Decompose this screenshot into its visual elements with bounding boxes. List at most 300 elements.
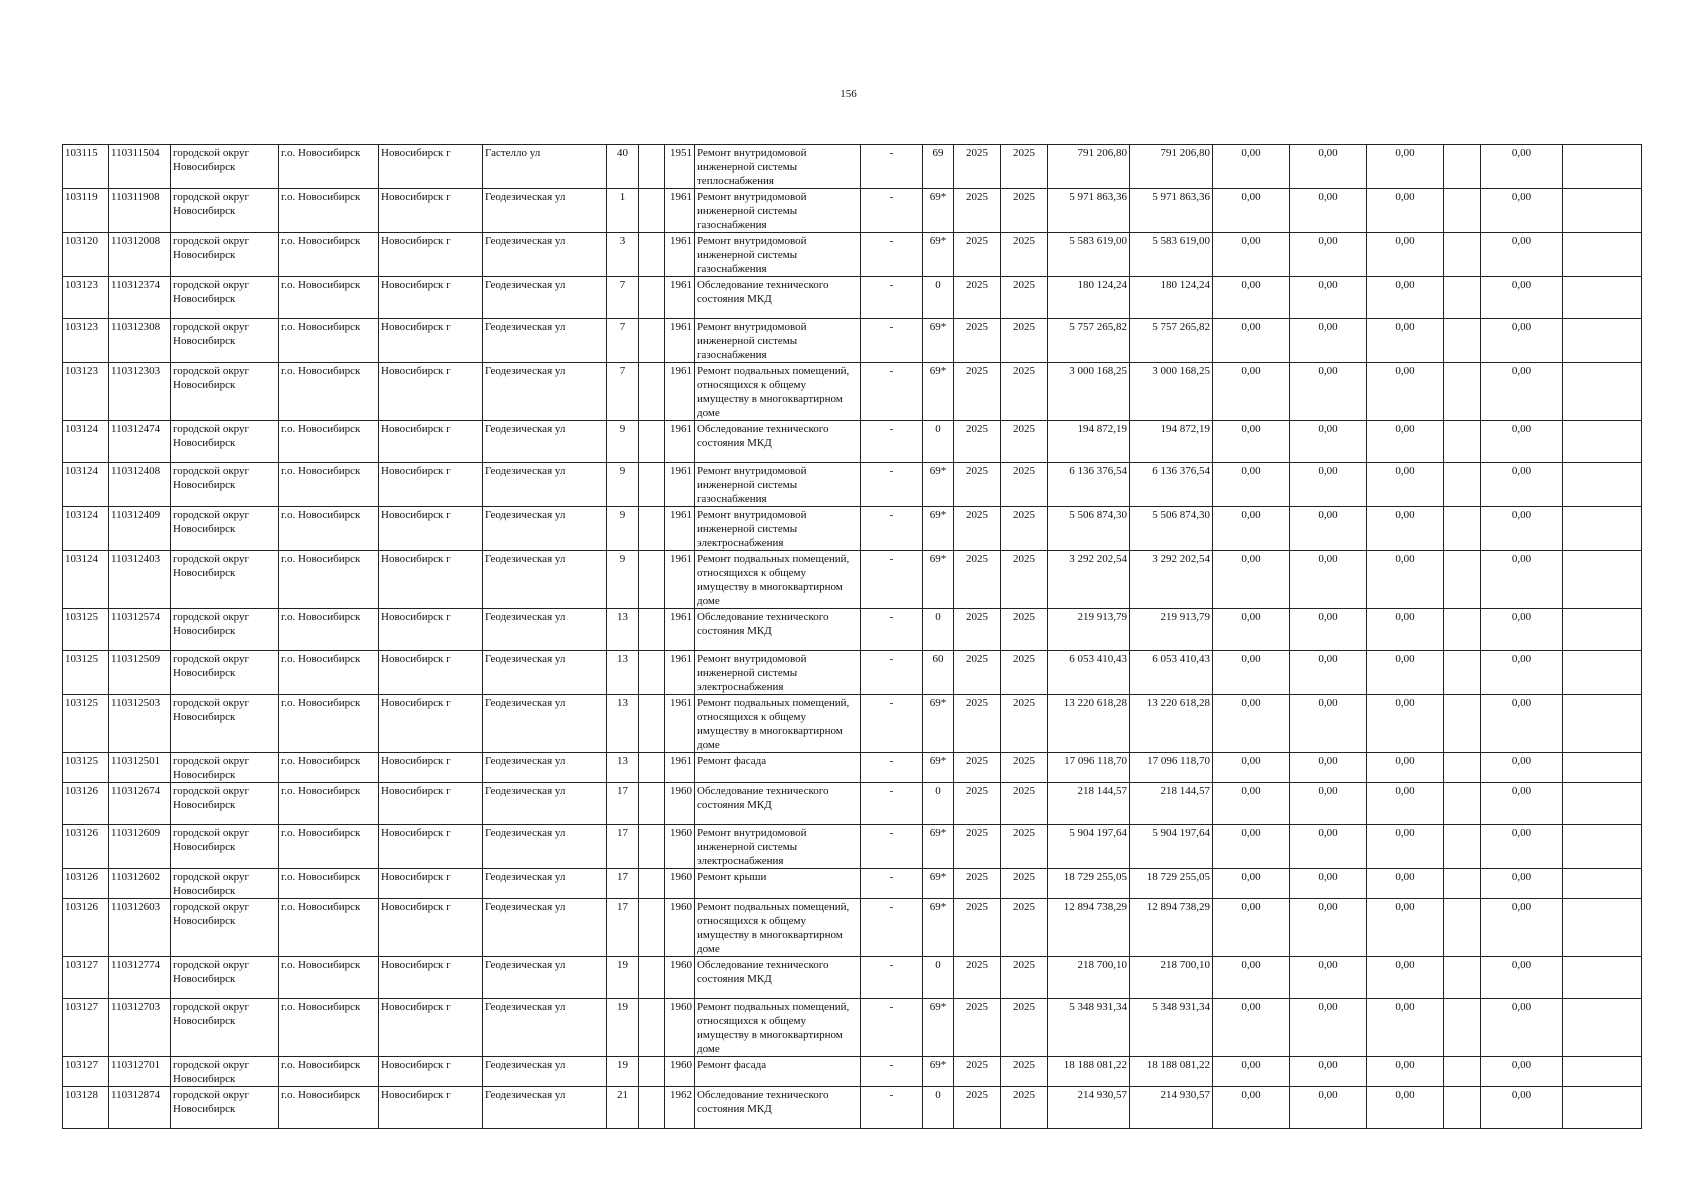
empty-cell — [1444, 651, 1481, 695]
municipality-cell: г.о. Новосибирск — [279, 507, 379, 551]
build-year-cell: 1960 — [665, 825, 695, 869]
district-cell: городской округ Новосибирск — [171, 1087, 279, 1129]
fund-cost-cell: 5 757 265,82 — [1130, 319, 1213, 363]
house-number-cell: 9 — [607, 507, 639, 551]
amount-cell-2: 0,00 — [1290, 319, 1367, 363]
municipality-cell: г.о. Новосибирск — [279, 695, 379, 753]
extra-cell — [639, 999, 665, 1057]
amount-cell-1: 0,00 — [1213, 869, 1290, 899]
amount-cell-2: 0,00 — [1290, 753, 1367, 783]
house-number-cell: 7 — [607, 363, 639, 421]
district-cell: городской округ Новосибирск — [171, 957, 279, 999]
rate-cell: 69* — [923, 825, 954, 869]
amount-cell-3: 0,00 — [1367, 651, 1444, 695]
last-cell — [1563, 463, 1642, 507]
house-number-cell: 7 — [607, 277, 639, 319]
table-row — [63, 551, 1642, 609]
fund-cost-cell: 13 220 618,28 — [1130, 695, 1213, 753]
start-year-cell: 2025 — [954, 753, 1001, 783]
empty-cell — [1444, 1057, 1481, 1087]
work-type-cell: Ремонт внутридомовой инженерной системы газоснабжения — [695, 189, 861, 233]
fund-cost-cell: 17 096 118,70 — [1130, 753, 1213, 783]
total-cost-cell: 5 757 265,82 — [1048, 319, 1130, 363]
municipality-cell: г.о. Новосибирск — [279, 753, 379, 783]
amount-cell-2: 0,00 — [1290, 363, 1367, 421]
total-cost-cell: 5 506 874,30 — [1048, 507, 1130, 551]
street-cell: Геодезическая ул — [483, 421, 607, 463]
last-cell — [1563, 695, 1642, 753]
row-id-cell: 103126 — [63, 899, 109, 957]
table-row — [63, 999, 1642, 1057]
table-row — [63, 869, 1642, 899]
total-cost-cell: 6 136 376,54 — [1048, 463, 1130, 507]
row-code-cell: 110312603 — [109, 899, 171, 957]
house-number-cell: 19 — [607, 957, 639, 999]
table-row — [63, 233, 1642, 277]
amount-cell-3: 0,00 — [1367, 695, 1444, 753]
amount-cell-4: 0,00 — [1481, 869, 1563, 899]
row-code-cell: 110312308 — [109, 319, 171, 363]
amount-cell-1: 0,00 — [1213, 609, 1290, 651]
start-year-cell: 2025 — [954, 609, 1001, 651]
amount-cell-4: 0,00 — [1481, 363, 1563, 421]
settlement-cell: Новосибирск г — [379, 695, 483, 753]
capital-repair-table — [62, 144, 1642, 1129]
district-cell: городской округ Новосибирск — [171, 507, 279, 551]
row-id-cell: 103124 — [63, 507, 109, 551]
amount-cell-1: 0,00 — [1213, 363, 1290, 421]
row-id-cell: 103126 — [63, 825, 109, 869]
dash-cell: - — [861, 753, 923, 783]
row-id-cell: 103115 — [63, 145, 109, 189]
settlement-cell: Новосибирск г — [379, 651, 483, 695]
work-type-cell: Обследование технического состояния МКД — [695, 1087, 861, 1129]
amount-cell-3: 0,00 — [1367, 233, 1444, 277]
amount-cell-4: 0,00 — [1481, 233, 1563, 277]
amount-cell-3: 0,00 — [1367, 1087, 1444, 1129]
amount-cell-3: 0,00 — [1367, 507, 1444, 551]
work-type-cell: Обследование технического состояния МКД — [695, 609, 861, 651]
extra-cell — [639, 551, 665, 609]
amount-cell-4: 0,00 — [1481, 753, 1563, 783]
start-year-cell: 2025 — [954, 145, 1001, 189]
empty-cell — [1444, 899, 1481, 957]
municipality-cell: г.о. Новосибирск — [279, 651, 379, 695]
work-type-cell: Ремонт подвальных помещений, относящихся к общему имуществу в многоквартирном доме — [695, 695, 861, 753]
work-type-cell: Ремонт подвальных помещений, относящихся к общему имуществу в многоквартирном доме — [695, 999, 861, 1057]
dash-cell: - — [861, 463, 923, 507]
start-year-cell: 2025 — [954, 957, 1001, 999]
extra-cell — [639, 319, 665, 363]
total-cost-cell: 18 188 081,22 — [1048, 1057, 1130, 1087]
row-code-cell: 110312008 — [109, 233, 171, 277]
start-year-cell: 2025 — [954, 277, 1001, 319]
rate-cell: 69* — [923, 999, 954, 1057]
amount-cell-2: 0,00 — [1290, 1057, 1367, 1087]
amount-cell-3: 0,00 — [1367, 421, 1444, 463]
municipality-cell: г.о. Новосибирск — [279, 277, 379, 319]
rate-cell: 0 — [923, 609, 954, 651]
municipality-cell: г.о. Новосибирск — [279, 145, 379, 189]
fund-cost-cell: 218 700,10 — [1130, 957, 1213, 999]
amount-cell-2: 0,00 — [1290, 189, 1367, 233]
fund-cost-cell: 3 000 168,25 — [1130, 363, 1213, 421]
fund-cost-cell: 5 583 619,00 — [1130, 233, 1213, 277]
dash-cell: - — [861, 825, 923, 869]
end-year-cell: 2025 — [1001, 1087, 1048, 1129]
amount-cell-1: 0,00 — [1213, 421, 1290, 463]
settlement-cell: Новосибирск г — [379, 319, 483, 363]
amount-cell-2: 0,00 — [1290, 551, 1367, 609]
build-year-cell: 1960 — [665, 957, 695, 999]
street-cell: Геодезическая ул — [483, 463, 607, 507]
row-id-cell: 103124 — [63, 421, 109, 463]
settlement-cell: Новосибирск г — [379, 551, 483, 609]
fund-cost-cell: 5 348 931,34 — [1130, 999, 1213, 1057]
row-id-cell: 103125 — [63, 651, 109, 695]
rate-cell: 0 — [923, 957, 954, 999]
last-cell — [1563, 277, 1642, 319]
amount-cell-1: 0,00 — [1213, 651, 1290, 695]
start-year-cell: 2025 — [954, 1087, 1001, 1129]
page-number: 156 — [840, 88, 857, 100]
start-year-cell: 2025 — [954, 869, 1001, 899]
extra-cell — [639, 189, 665, 233]
street-cell: Геодезическая ул — [483, 753, 607, 783]
rate-cell: 69* — [923, 463, 954, 507]
district-cell: городской округ Новосибирск — [171, 695, 279, 753]
extra-cell — [639, 507, 665, 551]
total-cost-cell: 791 206,80 — [1048, 145, 1130, 189]
amount-cell-3: 0,00 — [1367, 869, 1444, 899]
amount-cell-2: 0,00 — [1290, 695, 1367, 753]
amount-cell-4: 0,00 — [1481, 999, 1563, 1057]
dash-cell: - — [861, 1057, 923, 1087]
rate-cell: 69* — [923, 233, 954, 277]
row-id-cell: 103123 — [63, 319, 109, 363]
work-type-cell: Ремонт крыши — [695, 869, 861, 899]
house-number-cell: 17 — [607, 869, 639, 899]
row-id-cell: 103123 — [63, 363, 109, 421]
row-id-cell: 103127 — [63, 957, 109, 999]
work-type-cell: Ремонт внутридомовой инженерной системы электроснабжения — [695, 825, 861, 869]
table-row — [63, 1087, 1642, 1129]
rate-cell: 69* — [923, 363, 954, 421]
extra-cell — [639, 463, 665, 507]
district-cell: городской округ Новосибирск — [171, 189, 279, 233]
table-row — [63, 651, 1642, 695]
last-cell — [1563, 609, 1642, 651]
dash-cell: - — [861, 957, 923, 999]
amount-cell-3: 0,00 — [1367, 825, 1444, 869]
start-year-cell: 2025 — [954, 551, 1001, 609]
house-number-cell: 9 — [607, 551, 639, 609]
row-code-cell: 110312409 — [109, 507, 171, 551]
total-cost-cell: 5 583 619,00 — [1048, 233, 1130, 277]
last-cell — [1563, 651, 1642, 695]
table-row — [63, 783, 1642, 825]
fund-cost-cell: 5 971 863,36 — [1130, 189, 1213, 233]
end-year-cell: 2025 — [1001, 551, 1048, 609]
table-row — [63, 753, 1642, 783]
street-cell: Геодезическая ул — [483, 783, 607, 825]
settlement-cell: Новосибирск г — [379, 783, 483, 825]
build-year-cell: 1961 — [665, 233, 695, 277]
total-cost-cell: 3 000 168,25 — [1048, 363, 1130, 421]
build-year-cell: 1960 — [665, 869, 695, 899]
district-cell: городской округ Новосибирск — [171, 1057, 279, 1087]
end-year-cell: 2025 — [1001, 277, 1048, 319]
total-cost-cell: 219 913,79 — [1048, 609, 1130, 651]
amount-cell-4: 0,00 — [1481, 695, 1563, 753]
table-row — [63, 145, 1642, 189]
last-cell — [1563, 825, 1642, 869]
amount-cell-2: 0,00 — [1290, 999, 1367, 1057]
fund-cost-cell: 6 053 410,43 — [1130, 651, 1213, 695]
amount-cell-1: 0,00 — [1213, 507, 1290, 551]
rate-cell: 69 — [923, 145, 954, 189]
rate-cell: 69* — [923, 189, 954, 233]
amount-cell-1: 0,00 — [1213, 145, 1290, 189]
district-cell: городской округ Новосибирск — [171, 233, 279, 277]
amount-cell-1: 0,00 — [1213, 463, 1290, 507]
amount-cell-1: 0,00 — [1213, 319, 1290, 363]
last-cell — [1563, 551, 1642, 609]
rate-cell: 69* — [923, 1057, 954, 1087]
dash-cell: - — [861, 899, 923, 957]
end-year-cell: 2025 — [1001, 463, 1048, 507]
table-row — [63, 609, 1642, 651]
dash-cell: - — [861, 609, 923, 651]
row-id-cell: 103127 — [63, 1057, 109, 1087]
start-year-cell: 2025 — [954, 783, 1001, 825]
row-id-cell: 103126 — [63, 783, 109, 825]
district-cell: городской округ Новосибирск — [171, 609, 279, 651]
amount-cell-1: 0,00 — [1213, 825, 1290, 869]
start-year-cell: 2025 — [954, 463, 1001, 507]
row-code-cell: 110312874 — [109, 1087, 171, 1129]
work-type-cell: Обследование технического состояния МКД — [695, 421, 861, 463]
house-number-cell: 1 — [607, 189, 639, 233]
amount-cell-2: 0,00 — [1290, 277, 1367, 319]
street-cell: Геодезическая ул — [483, 999, 607, 1057]
start-year-cell: 2025 — [954, 825, 1001, 869]
amount-cell-1: 0,00 — [1213, 753, 1290, 783]
extra-cell — [639, 609, 665, 651]
amount-cell-4: 0,00 — [1481, 609, 1563, 651]
dash-cell: - — [861, 189, 923, 233]
district-cell: городской округ Новосибирск — [171, 899, 279, 957]
amount-cell-1: 0,00 — [1213, 233, 1290, 277]
fund-cost-cell: 214 930,57 — [1130, 1087, 1213, 1129]
row-id-cell: 103125 — [63, 753, 109, 783]
work-type-cell: Ремонт внутридомовой инженерной системы газоснабжения — [695, 233, 861, 277]
work-type-cell: Ремонт фасада — [695, 1057, 861, 1087]
municipality-cell: г.о. Новосибирск — [279, 551, 379, 609]
amount-cell-4: 0,00 — [1481, 957, 1563, 999]
build-year-cell: 1961 — [665, 651, 695, 695]
work-type-cell: Ремонт внутридомовой инженерной системы газоснабжения — [695, 319, 861, 363]
extra-cell — [639, 651, 665, 695]
table-row — [63, 1057, 1642, 1087]
total-cost-cell: 218 700,10 — [1048, 957, 1130, 999]
municipality-cell: г.о. Новосибирск — [279, 233, 379, 277]
rate-cell: 69* — [923, 869, 954, 899]
extra-cell — [639, 753, 665, 783]
amount-cell-3: 0,00 — [1367, 319, 1444, 363]
row-code-cell: 110312503 — [109, 695, 171, 753]
dash-cell: - — [861, 319, 923, 363]
municipality-cell: г.о. Новосибирск — [279, 463, 379, 507]
fund-cost-cell: 194 872,19 — [1130, 421, 1213, 463]
total-cost-cell: 194 872,19 — [1048, 421, 1130, 463]
amount-cell-1: 0,00 — [1213, 1057, 1290, 1087]
last-cell — [1563, 319, 1642, 363]
row-code-cell: 110311908 — [109, 189, 171, 233]
house-number-cell: 40 — [607, 145, 639, 189]
last-cell — [1563, 363, 1642, 421]
total-cost-cell: 5 971 863,36 — [1048, 189, 1130, 233]
build-year-cell: 1951 — [665, 145, 695, 189]
district-cell: городской округ Новосибирск — [171, 999, 279, 1057]
dash-cell: - — [861, 145, 923, 189]
amount-cell-3: 0,00 — [1367, 1057, 1444, 1087]
settlement-cell: Новосибирск г — [379, 463, 483, 507]
amount-cell-2: 0,00 — [1290, 421, 1367, 463]
build-year-cell: 1961 — [665, 189, 695, 233]
build-year-cell: 1961 — [665, 319, 695, 363]
empty-cell — [1444, 145, 1481, 189]
row-code-cell: 110312303 — [109, 363, 171, 421]
municipality-cell: г.о. Новосибирск — [279, 189, 379, 233]
table-row — [63, 825, 1642, 869]
municipality-cell: г.о. Новосибирск — [279, 957, 379, 999]
row-code-cell: 110312703 — [109, 999, 171, 1057]
district-cell: городской округ Новосибирск — [171, 463, 279, 507]
total-cost-cell: 13 220 618,28 — [1048, 695, 1130, 753]
amount-cell-3: 0,00 — [1367, 463, 1444, 507]
table-row — [63, 507, 1642, 551]
dash-cell: - — [861, 507, 923, 551]
table-body — [63, 145, 1642, 1129]
start-year-cell: 2025 — [954, 189, 1001, 233]
build-year-cell: 1961 — [665, 421, 695, 463]
row-id-cell: 103123 — [63, 277, 109, 319]
empty-cell — [1444, 233, 1481, 277]
rate-cell: 69* — [923, 899, 954, 957]
amount-cell-4: 0,00 — [1481, 145, 1563, 189]
start-year-cell: 2025 — [954, 421, 1001, 463]
end-year-cell: 2025 — [1001, 507, 1048, 551]
street-cell: Геодезическая ул — [483, 609, 607, 651]
extra-cell — [639, 825, 665, 869]
settlement-cell: Новосибирск г — [379, 899, 483, 957]
last-cell — [1563, 753, 1642, 783]
municipality-cell: г.о. Новосибирск — [279, 609, 379, 651]
amount-cell-3: 0,00 — [1367, 899, 1444, 957]
street-cell: Геодезическая ул — [483, 651, 607, 695]
amount-cell-3: 0,00 — [1367, 145, 1444, 189]
amount-cell-1: 0,00 — [1213, 783, 1290, 825]
row-code-cell: 110312602 — [109, 869, 171, 899]
work-type-cell: Ремонт внутридомовой инженерной системы электроснабжения — [695, 651, 861, 695]
amount-cell-2: 0,00 — [1290, 145, 1367, 189]
start-year-cell: 2025 — [954, 899, 1001, 957]
settlement-cell: Новосибирск г — [379, 363, 483, 421]
work-type-cell: Ремонт внутридомовой инженерной системы электроснабжения — [695, 507, 861, 551]
street-cell: Геодезическая ул — [483, 319, 607, 363]
end-year-cell: 2025 — [1001, 825, 1048, 869]
total-cost-cell: 17 096 118,70 — [1048, 753, 1130, 783]
amount-cell-2: 0,00 — [1290, 1087, 1367, 1129]
extra-cell — [639, 695, 665, 753]
last-cell — [1563, 999, 1642, 1057]
street-cell: Геодезическая ул — [483, 957, 607, 999]
table-row — [63, 319, 1642, 363]
fund-cost-cell: 180 124,24 — [1130, 277, 1213, 319]
dash-cell: - — [861, 999, 923, 1057]
start-year-cell: 2025 — [954, 507, 1001, 551]
work-type-cell: Ремонт внутридомовой инженерной системы теплоснабжения — [695, 145, 861, 189]
last-cell — [1563, 1057, 1642, 1087]
last-cell — [1563, 421, 1642, 463]
amount-cell-3: 0,00 — [1367, 753, 1444, 783]
build-year-cell: 1961 — [665, 551, 695, 609]
street-cell: Геодезическая ул — [483, 695, 607, 753]
dash-cell: - — [861, 421, 923, 463]
district-cell: городской округ Новосибирск — [171, 651, 279, 695]
amount-cell-4: 0,00 — [1481, 507, 1563, 551]
row-code-cell: 110312501 — [109, 753, 171, 783]
table-row — [63, 899, 1642, 957]
amount-cell-1: 0,00 — [1213, 695, 1290, 753]
amount-cell-2: 0,00 — [1290, 825, 1367, 869]
table-row — [63, 363, 1642, 421]
street-cell: Геодезическая ул — [483, 1087, 607, 1129]
dash-cell: - — [861, 233, 923, 277]
dash-cell: - — [861, 277, 923, 319]
rate-cell: 69* — [923, 551, 954, 609]
work-type-cell: Ремонт внутридомовой инженерной системы газоснабжения — [695, 463, 861, 507]
amount-cell-4: 0,00 — [1481, 189, 1563, 233]
rate-cell: 69* — [923, 507, 954, 551]
street-cell: Геодезическая ул — [483, 899, 607, 957]
dash-cell: - — [861, 695, 923, 753]
extra-cell — [639, 233, 665, 277]
build-year-cell: 1960 — [665, 783, 695, 825]
house-number-cell: 17 — [607, 899, 639, 957]
empty-cell — [1444, 957, 1481, 999]
amount-cell-4: 0,00 — [1481, 651, 1563, 695]
amount-cell-3: 0,00 — [1367, 551, 1444, 609]
row-id-cell: 103128 — [63, 1087, 109, 1129]
street-cell: Геодезическая ул — [483, 1057, 607, 1087]
municipality-cell: г.о. Новосибирск — [279, 783, 379, 825]
municipality-cell: г.о. Новосибирск — [279, 825, 379, 869]
extra-cell — [639, 145, 665, 189]
amount-cell-1: 0,00 — [1213, 551, 1290, 609]
end-year-cell: 2025 — [1001, 869, 1048, 899]
table-row — [63, 421, 1642, 463]
amount-cell-2: 0,00 — [1290, 783, 1367, 825]
amount-cell-2: 0,00 — [1290, 651, 1367, 695]
rate-cell: 0 — [923, 783, 954, 825]
amount-cell-1: 0,00 — [1213, 1087, 1290, 1129]
dash-cell: - — [861, 869, 923, 899]
district-cell: городской округ Новосибирск — [171, 783, 279, 825]
row-id-cell: 103119 — [63, 189, 109, 233]
amount-cell-3: 0,00 — [1367, 609, 1444, 651]
